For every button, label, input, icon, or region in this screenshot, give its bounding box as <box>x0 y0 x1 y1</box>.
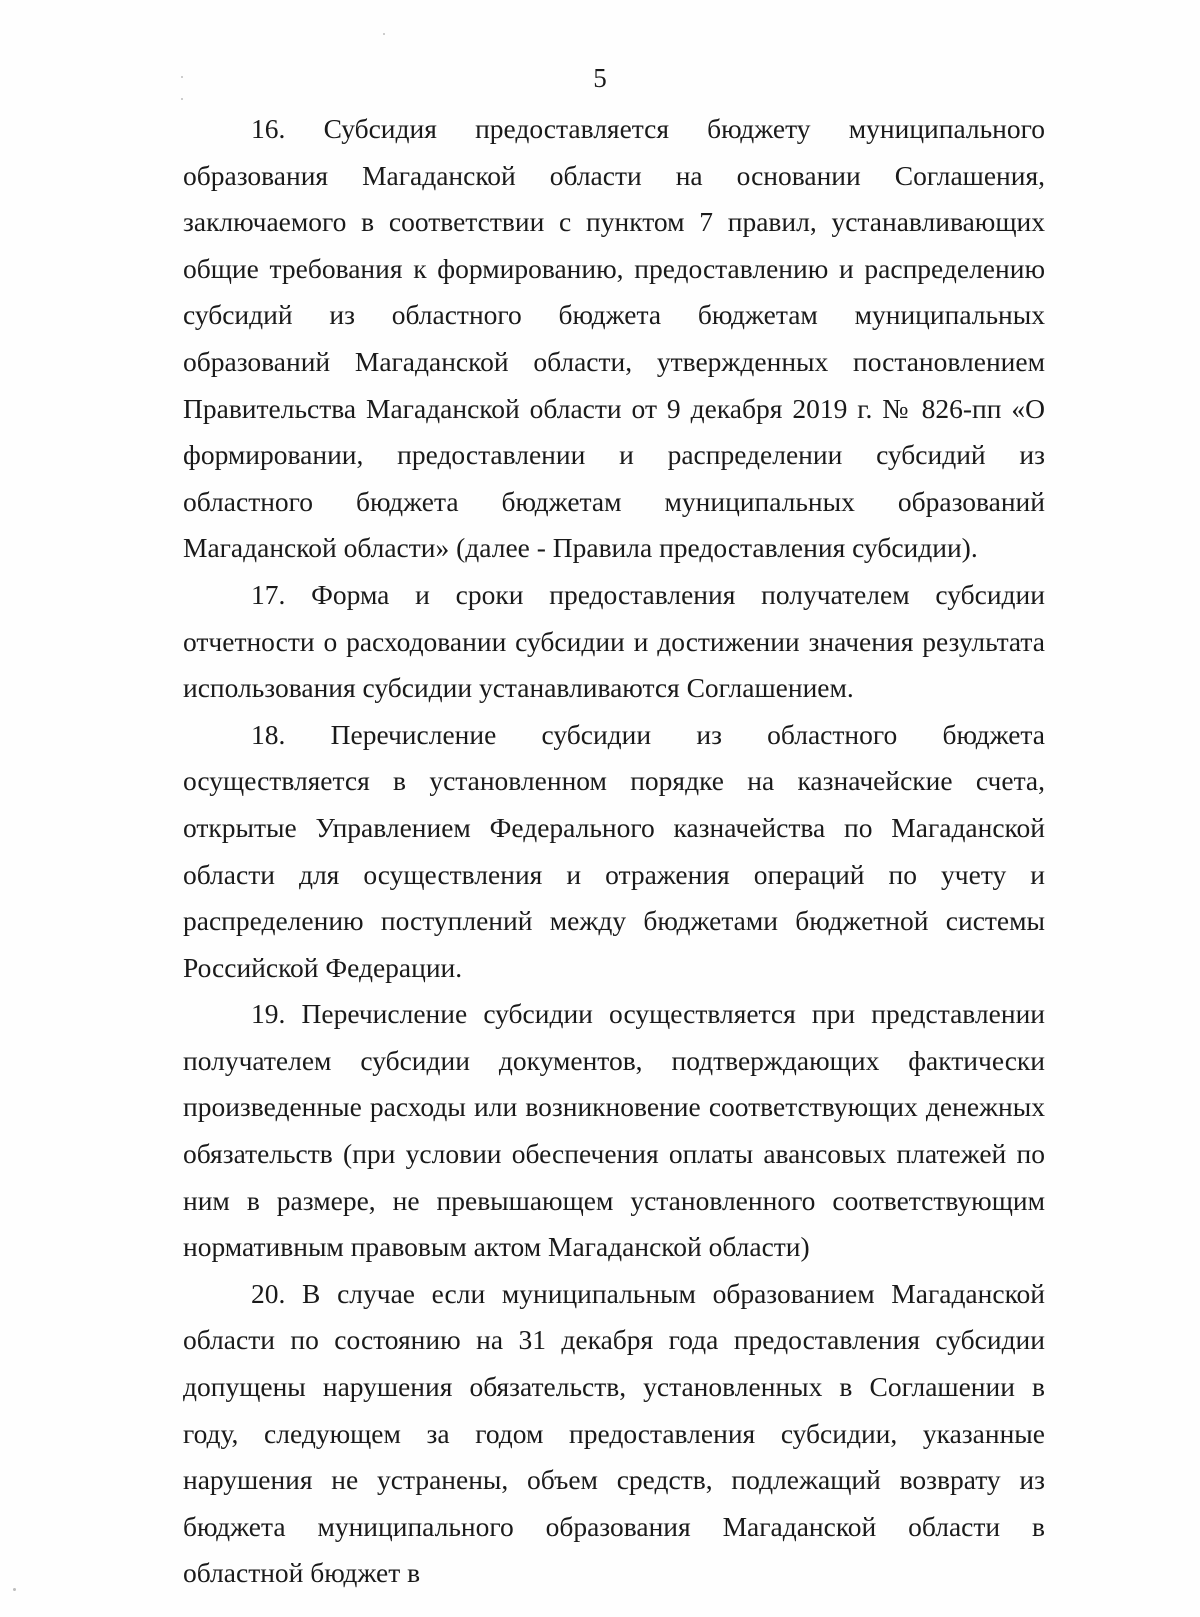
paragraph-17: 17. Форма и сроки предоставления получателем субсидии отчетности о расходовании субсидии и достижении значения результата использования субсидии устанавливаются Соглашением. <box>183 578 1045 704</box>
paragraph-20: 20. В случае если муниципальным образованием Магаданской области по состоянию на 31 декабря года предоставления субсидии допущены нарушения обязательств, установленных в Соглашении в году, следующем за годом предоставления субсидии, указанные нарушения не устранены, объем средств, подлежащий возврату из бюджета муниципального образования Магаданской области в областной бюджет в <box>183 1277 1045 1589</box>
paragraph-19: 19. Перечисление субсидии осуществляется при представлении получателем субсидии документов, подтверждающих фактически произведенные расходы или возникновение соответствующих денежных обязательств (при условии обеспечения оплаты авансовых платежей по ним в размере, не превышающем установленного соответствующим нормативным правовым актом Магаданской области) <box>183 998 1045 1263</box>
scan-speck <box>181 76 183 78</box>
document-body <box>183 106 1045 1597</box>
page-number: 5 <box>593 63 607 93</box>
scan-speck <box>181 98 183 100</box>
scan-speck <box>13 1588 16 1591</box>
scan-speck <box>383 33 385 35</box>
paragraph-16: 16. Субсидия предоставляется бюджету муниципального образования Магаданской области на основании Соглашения, заключаемого в соответствии с пунктом 7 правил, устанавливающих общие требования к формированию, предоставлению и распределению субсидий из областного бюджета бюджетам муниципальных образований Магаданской области, утвержденных постановлением Правительства Магаданской области от 9 декабря 2019 г. № 826-пп «О формировании, предоставлении и распределении субсидий из областного бюджета бюджетам муниципальных образований Магаданской области» (далее - Правила предоставления субсидии). <box>183 113 1045 564</box>
paragraph-18: 18. Перечисление субсидии из областного бюджета осуществляется в установленном порядке на казначейские счета, открытые Управлением Федерального казначейства по Магаданской области для осуществления и отражения операций по учету и распределению поступлений между бюджетами бюджетной системы Российской Федерации. <box>183 718 1045 983</box>
